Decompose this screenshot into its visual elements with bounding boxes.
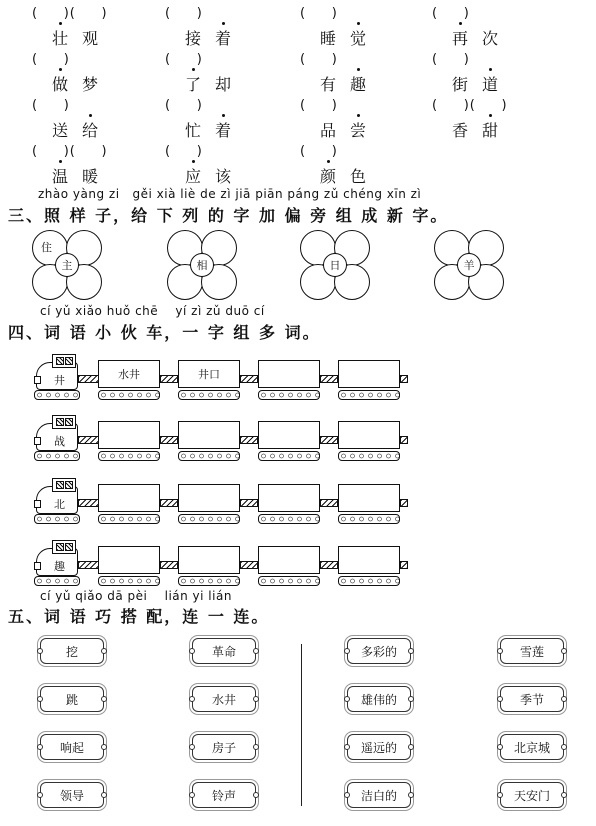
- car-wheels: [178, 576, 240, 586]
- coupler: [78, 375, 100, 383]
- coupler: [400, 499, 408, 507]
- flower-center-char: 羊: [457, 253, 481, 277]
- match-item-col2[interactable]: 房子: [192, 734, 256, 760]
- word-pair: 颜色: [320, 164, 380, 187]
- word-pair: 壮观: [52, 26, 112, 49]
- locomotive-char: 井: [54, 374, 65, 387]
- cab-window: [56, 418, 64, 426]
- section5-heading: 五、词 语 巧 搭 配，连 一 连。: [8, 607, 270, 626]
- car-wheels: [178, 451, 240, 461]
- coupler: [78, 436, 100, 444]
- answer-blank[interactable]: ( ): [165, 52, 203, 67]
- match-item-col3[interactable]: 雄伟的: [347, 686, 411, 712]
- coupler: [400, 436, 408, 444]
- car-wheels: [258, 576, 320, 586]
- section4-pinyin: cí yǔ xiǎo huǒ chē yí zì zǔ duō cí: [40, 304, 265, 318]
- word-pair: 接着: [185, 26, 245, 49]
- answer-blank[interactable]: ( ): [300, 98, 338, 113]
- emphasis-dot: [59, 160, 62, 163]
- locomotive-front: [34, 562, 41, 570]
- car-wheels: [258, 390, 320, 400]
- answer-blank[interactable]: ( ): [432, 6, 470, 21]
- car-wheels: [338, 576, 400, 586]
- cab-window: [56, 543, 64, 551]
- train-car[interactable]: [98, 546, 160, 574]
- match-item-col3[interactable]: 遥远的: [347, 734, 411, 760]
- flower-center-char: 相: [190, 253, 214, 277]
- locomotive: [34, 354, 78, 388]
- coupler: [78, 499, 100, 507]
- locomotive-wheels: [34, 390, 80, 400]
- emphasis-dot: [89, 114, 92, 117]
- locomotive-char: 趣: [54, 560, 65, 573]
- car-wheels: [338, 514, 400, 524]
- train-car[interactable]: [98, 421, 160, 449]
- train-car[interactable]: [258, 546, 320, 574]
- answer-blank[interactable]: ( ): [165, 144, 203, 159]
- car-wheels: [98, 390, 160, 400]
- flower-center-char: 日: [323, 253, 347, 277]
- emphasis-dot: [59, 22, 62, 25]
- emphasis-dot: [59, 68, 62, 71]
- cab-window: [65, 418, 73, 426]
- match-item-col1[interactable]: 跳: [40, 686, 104, 712]
- locomotive: [34, 478, 78, 512]
- coupler: [240, 499, 258, 507]
- answer-blank[interactable]: ( ): [32, 98, 70, 113]
- word-pair: 温暖: [52, 164, 112, 187]
- answer-blank[interactable]: ( ): [165, 98, 203, 113]
- match-item-col4[interactable]: 季节: [500, 686, 564, 712]
- emphasis-dot: [489, 114, 492, 117]
- train-car[interactable]: [338, 421, 400, 449]
- section3-heading: 三、照 样 子，给 下 列 的 字 加 偏 旁 组 成 新 字。: [8, 206, 449, 225]
- answer-blank[interactable]: ( )( ): [32, 144, 108, 159]
- locomotive-char: 北: [54, 498, 65, 511]
- train-car[interactable]: [258, 484, 320, 512]
- coupler: [160, 436, 178, 444]
- emphasis-dot: [222, 22, 225, 25]
- coupler: [320, 499, 338, 507]
- train-car[interactable]: [178, 546, 240, 574]
- match-item-col1[interactable]: 领导: [40, 782, 104, 808]
- cab-window: [65, 543, 73, 551]
- answer-blank[interactable]: ( ): [32, 52, 70, 67]
- train-car[interactable]: [178, 484, 240, 512]
- locomotive-front: [34, 437, 41, 445]
- train-car[interactable]: [338, 360, 400, 388]
- coupler: [160, 561, 178, 569]
- emphasis-dot: [357, 114, 360, 117]
- cab-window: [65, 357, 73, 365]
- section4-heading: 四、词 语 小 伙 车，一 字 组 多 词。: [8, 323, 321, 342]
- locomotive-char: 战: [54, 435, 65, 448]
- coupler: [320, 375, 338, 383]
- word-pair: 了却: [185, 72, 245, 95]
- word-pair: 送给: [52, 118, 112, 141]
- match-item-col4[interactable]: 雪莲: [500, 638, 564, 664]
- section5-pinyin: cí yǔ qiǎo dā pèi lián yi lián: [40, 589, 232, 603]
- coupler: [320, 436, 338, 444]
- emphasis-dot: [222, 114, 225, 117]
- emphasis-dot: [327, 160, 330, 163]
- match-item-col4[interactable]: 天安门: [500, 782, 564, 808]
- car-wheels: [98, 451, 160, 461]
- coupler: [400, 375, 408, 383]
- car-wheels: [258, 451, 320, 461]
- locomotive-front: [34, 500, 41, 508]
- match-item-col2[interactable]: 水井: [192, 686, 256, 712]
- answer-blank[interactable]: ( ): [300, 6, 338, 21]
- car-wheels: [258, 514, 320, 524]
- match-item-col2[interactable]: 革命: [192, 638, 256, 664]
- column-divider: [301, 644, 302, 806]
- flower-1: [30, 228, 102, 300]
- train-car[interactable]: 井口: [178, 360, 240, 388]
- word-pair: 再次: [452, 26, 512, 49]
- coupler: [240, 561, 258, 569]
- word-pair: 应该: [185, 164, 245, 187]
- train-car[interactable]: [258, 360, 320, 388]
- flower-center-char: 主: [55, 253, 79, 277]
- word-pair: 香甜: [452, 118, 512, 141]
- cab-window: [56, 357, 64, 365]
- car-wheels: [98, 514, 160, 524]
- coupler: [240, 436, 258, 444]
- match-item-col3[interactable]: 多彩的: [347, 638, 411, 664]
- coupler: [160, 375, 178, 383]
- emphasis-dot: [192, 160, 195, 163]
- train-car[interactable]: [98, 484, 160, 512]
- match-item-col2[interactable]: 铃声: [192, 782, 256, 808]
- coupler: [240, 375, 258, 383]
- cab-window: [56, 481, 64, 489]
- car-wheels: [338, 390, 400, 400]
- car-wheels: [338, 451, 400, 461]
- train-car[interactable]: [178, 421, 240, 449]
- answer-blank[interactable]: ( )( ): [432, 98, 508, 113]
- word-pair: 忙着: [185, 118, 245, 141]
- train-car[interactable]: [338, 484, 400, 512]
- coupler: [400, 561, 408, 569]
- emphasis-dot: [489, 68, 492, 71]
- locomotive-wheels: [34, 576, 80, 586]
- train-car[interactable]: [338, 546, 400, 574]
- emphasis-dot: [459, 22, 462, 25]
- emphasis-dot: [357, 68, 360, 71]
- cab-window: [65, 481, 73, 489]
- locomotive: [34, 540, 78, 574]
- train-car[interactable]: [258, 421, 320, 449]
- flower-2: [165, 228, 237, 300]
- emphasis-dot: [192, 68, 195, 71]
- car-wheels: [98, 576, 160, 586]
- answer-blank[interactable]: ( ): [432, 52, 470, 67]
- locomotive-wheels: [34, 514, 80, 524]
- section3-pinyin: zhào yàng zi gěi xià liè de zì jiā piān páng zǔ chéng xīn zì: [38, 187, 422, 201]
- petal-example-char: 住: [41, 241, 52, 254]
- word-pair: 做梦: [52, 72, 112, 95]
- match-item-col4[interactable]: 北京城: [500, 734, 564, 760]
- match-item-col3[interactable]: 洁白的: [347, 782, 411, 808]
- answer-blank[interactable]: ( ): [300, 52, 338, 67]
- car-wheels: [178, 390, 240, 400]
- car-wheels: [178, 514, 240, 524]
- train-car[interactable]: 水井: [98, 360, 160, 388]
- coupler: [320, 561, 338, 569]
- word-pair: 有趣: [320, 72, 380, 95]
- answer-blank[interactable]: ( ): [165, 6, 203, 21]
- answer-blank[interactable]: ( )( ): [32, 6, 108, 21]
- coupler: [160, 499, 178, 507]
- match-item-col1[interactable]: 响起: [40, 734, 104, 760]
- emphasis-dot: [357, 22, 360, 25]
- match-item-col1[interactable]: 挖: [40, 638, 104, 664]
- word-pair: 品尝: [320, 118, 380, 141]
- locomotive-front: [34, 376, 41, 384]
- locomotive: [34, 415, 78, 449]
- coupler: [78, 561, 100, 569]
- flower-4: [432, 228, 504, 300]
- flower-3: [298, 228, 370, 300]
- answer-blank[interactable]: ( ): [300, 144, 338, 159]
- locomotive-wheels: [34, 451, 80, 461]
- word-pair: 睡觉: [320, 26, 380, 49]
- word-pair: 街道: [452, 72, 512, 95]
